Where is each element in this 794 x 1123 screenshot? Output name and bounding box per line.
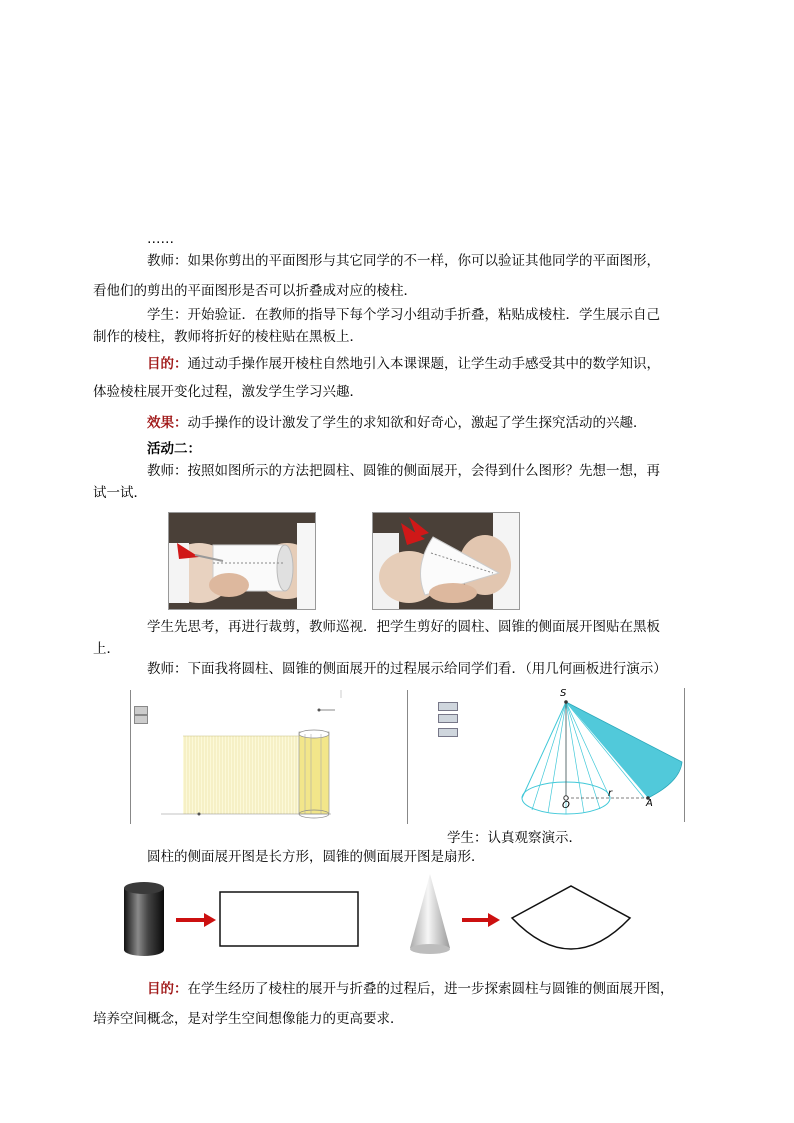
ellipsis: ……: [147, 231, 174, 247]
label-point-a: A: [646, 798, 653, 809]
speaker-label: 教师：: [147, 463, 188, 479]
unfold-diagram: [116, 870, 646, 960]
cylinder-solid: [124, 882, 164, 956]
unfolded-rectangle: [183, 736, 299, 814]
paragraph-text: 通过动手操作展开棱柱自然地引入本课课题，让学生动手感受其中的数学知识，: [187, 356, 660, 372]
purpose-label: 目的：: [147, 356, 188, 372]
arrow-right-2: [462, 913, 500, 927]
paragraph-text-cont: 看他们的剪出的平面图形是否可以折叠成对应的棱柱．: [93, 283, 417, 299]
paragraph-conclusion: [120, 846, 676, 868]
paragraph-purpose-1: [93, 350, 676, 406]
paragraph-text-cont: 体验棱柱展开变化过程，激发学生学习兴趣．: [93, 384, 363, 400]
paragraph-text: 学生先思考，再进行裁剪，教师巡视．把学生剪好的圆柱、圆锥的侧面展开图贴在黑板: [147, 619, 660, 635]
paragraph-text: 开始验证．在教师的指导下每个学习小组动手折叠，粘贴成棱柱．学生展示自己: [187, 307, 660, 323]
cone-figure: [522, 700, 682, 814]
paragraph-text: 在学生经历了棱柱的展开与折叠的过程后，进一步探索圆柱与圆锥的侧面展开图，: [187, 981, 674, 997]
photo-cutting-cylinder: [168, 512, 316, 610]
paragraph-effect: [120, 412, 676, 434]
paragraph-teacher-demo: [120, 658, 676, 680]
paragraph-text-cont: 上．: [93, 641, 120, 657]
photo-cutting-cone: [372, 512, 520, 610]
paragraph-text: 如果你剪出的平面图形与其它同学的不一样，你可以验证其他同学的平面图形，: [187, 253, 660, 269]
speaker-label: 教师：: [147, 253, 188, 269]
paragraph-purpose-2: [93, 974, 676, 1034]
label-center-o: O: [562, 800, 570, 811]
paragraph-student-verify: [93, 304, 676, 348]
paragraph-text: 动手操作的设计激发了学生的求知欲和好奇心，激起了学生探究活动的兴趣．: [187, 415, 647, 431]
speaker-label: 教师：: [147, 661, 188, 677]
paragraph-student-think: [93, 616, 676, 660]
paragraph-teacher-verify: [93, 246, 676, 306]
rectangle-shape: [220, 892, 358, 946]
student-watch-caption: 学生：认真观察演示．: [447, 830, 582, 846]
paragraph-text-cont: 制作的棱柱，教师将折好的棱柱贴在黑板上．: [93, 329, 363, 345]
cone-solid: [410, 874, 450, 954]
paragraph-text: 圆柱的侧面展开图是长方形，圆锥的侧面展开图是扇形．: [147, 849, 485, 865]
arrow-right-1: [176, 913, 216, 927]
activity-two-heading: 活动二：: [147, 441, 201, 457]
paragraph-text-cont: 培养空间概念，是对学生空间想像能力的更高要求．: [93, 1011, 404, 1027]
sector-shape: [512, 886, 630, 949]
label-radius-r: r: [608, 788, 613, 799]
paragraph-text: 下面我将圆柱、圆锥的侧面展开的过程展示给同学们看．（用几何画板进行演示）: [187, 661, 667, 677]
sketch-cylinder-unfold: [130, 690, 408, 824]
paragraph-text: 按照如图所示的方法把圆柱、圆锥的侧面展开，会得到什么图形？先想一想，再: [187, 463, 660, 479]
paragraph-text-cont: 试一试．: [93, 485, 147, 501]
label-apex-s: S: [560, 688, 567, 699]
effect-label: 效果：: [147, 415, 188, 431]
sketch-cone-unfold: [432, 688, 685, 822]
purpose-label: 目的：: [147, 981, 188, 997]
cylinder-3d: [299, 730, 329, 818]
speaker-label: 学生：: [147, 307, 188, 323]
paragraph-teacher-instruction: [93, 460, 676, 504]
